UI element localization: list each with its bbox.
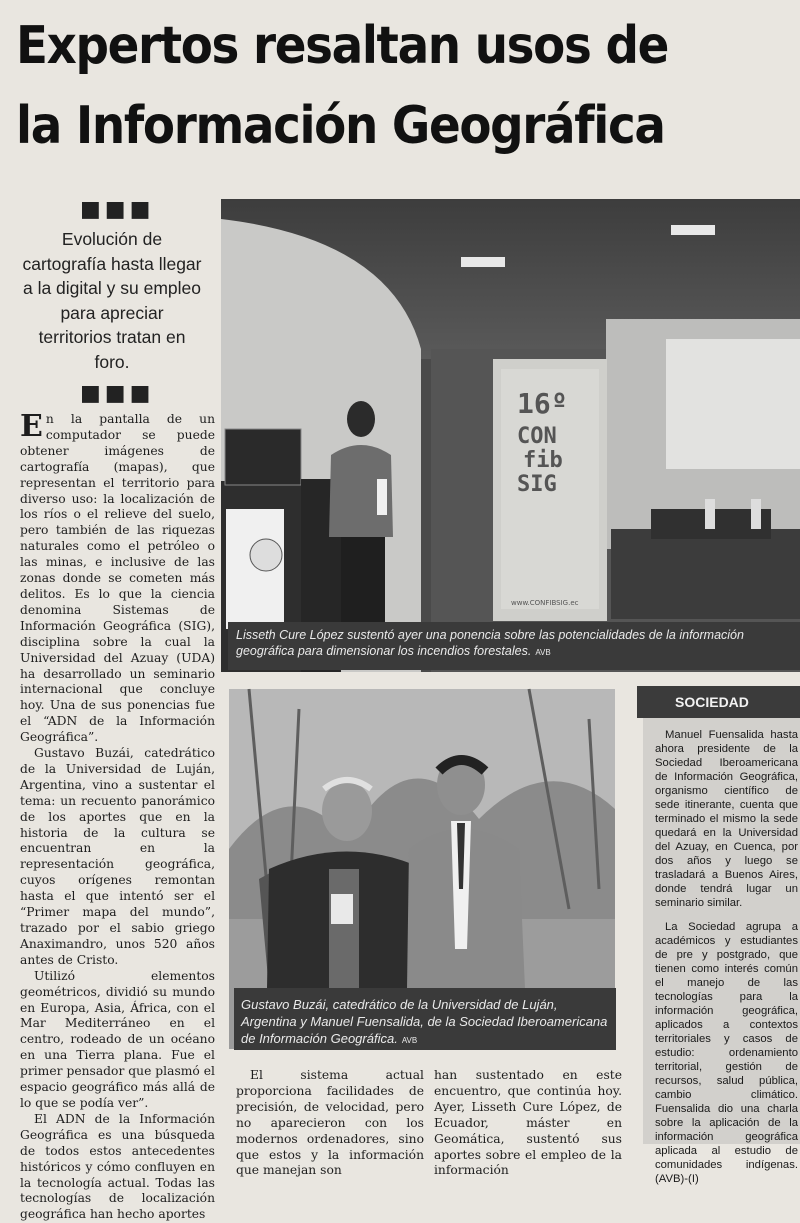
article-paragraph: El ADN de la Información Geográfica es una búsqueda de todos estos antecedentes históricos y cómo confluyen en la tecnología actual. Todas las tecnologías de localización geográfica han hecho aportes — [20, 1111, 215, 1222]
article-column-3 — [434, 1068, 622, 1178]
article-column-1 — [20, 409, 215, 1222]
article-paragraph: Gustavo Buzái, catedrático de la Universidad de Luján, Argentina, vino a sustentar el tema: un recuento panorámico de los aportes que en la historia de la cultura se encuentran en la representación geográfica, cuyos orígenes remontan hasta el que intentó ser el “Primer mapa del mundo”, trazado por el sabio griego Anaximandro, unos 520 años antes de Cristo. — [20, 746, 215, 967]
article-paragraph — [20, 409, 215, 746]
caption-text: Lisseth Cure López sustentó ayer una ponencia sobre las potencialidades de la información geográfica para dimensionar los incendios forestales. — [236, 628, 744, 658]
banner-line: SIG — [517, 472, 557, 497]
sidebar-section-label: SOCIEDAD — [637, 686, 800, 718]
sidebar-paragraph: Manuel Fuensalida hasta ahora presidente de la Sociedad Iberoamericana de Información Geográfica, organismo científico de sede itinerante, cuenta que terminado el mismo la sede quedará en la Universidad del Azuay, en Cuenca, por dos años y luego se trasladará a Buenos Aires, donde tendrá lugar un seminario similar. — [655, 729, 798, 909]
paragraph-text: n la pantalla de un computador se puede obtener imágenes de cartografía (mapas), que representan el territorio para diverso uso: la localización de los ríos o el relieve del suelo, pero también de las riquezas naturales como el petróleo o las minas, e inclusive de las zonas donde se cometen más delitos. Es lo que la ciencia denomina Sistemas de Información Geográfica (SIG), disciplina sobre la cual la Universidad del Azuay (UDA) ha desarrollado un seminario internacional que concluye hoy. Una de sus ponencias fue el “ADN de la Información Geográfica”. — [20, 412, 215, 745]
photo-caption-1 — [228, 622, 800, 670]
banner-url: www.CONFIBSIG.ec — [511, 599, 579, 607]
article-paragraph: han sustentado en este encuentro, que continúa hoy. Ayer, Lisseth Cure López, de Ecuador, máster en Geomática, sustentó sus aportes sobre el empleo de la información — [434, 1068, 622, 1178]
sidebar-paragraph: La Sociedad agrupa a académicos y estudiantes de pre y postgrado, que tienen como interés común el manejo de las tecnologías para la información geográfica, aplicados a contextos territoriales y casos de estudio: ordenamiento territorial, gestión de recursos, salud pública, cambio climático. Fuensalida dio una charla sobre la aplicación de la información geográfica aplicada al estudio de comunidades indígenas. (AVB)-(I) — [655, 921, 798, 1185]
banner-line: CON — [517, 424, 557, 449]
banner-number: 16º — [517, 387, 568, 420]
headline-line-1: Expertos resaltan usos de — [16, 16, 668, 76]
drop-cap: E — [20, 409, 43, 444]
headline — [16, 6, 714, 166]
photo-credit: AVB — [401, 1036, 418, 1045]
article-paragraph: Utilizó elementos geométricos, dividió su mundo en Europa, Asia, África, con el Mar Mediterráneo en el centro, rodeado de un océano en una Tierra plana. Fue el primer pensador que plasmó el espacio geográfico más allá de lo que se podía ver”. — [20, 968, 215, 1110]
conference-photo — [221, 199, 800, 672]
banner-line: fib — [523, 448, 563, 473]
photo-caption-2 — [234, 988, 616, 1050]
article-column-2 — [236, 1068, 424, 1178]
article-paragraph: El sistema actual proporciona facilidades de precisión, de velocidad, pero no aparecieron con los modernos ordenadores, sino que estos y la información que manejan son — [236, 1068, 424, 1178]
lead-deck: Evolución de cartografía hasta llegar a la digital y su empleo para apreciar territorios tratan en foro. — [22, 229, 202, 372]
sidebar-text — [655, 728, 798, 1196]
conference-photo-image — [221, 199, 800, 672]
divider-dots-top: ■■■ — [80, 197, 155, 222]
divider-dots-bottom: ■■■ — [80, 381, 155, 406]
photo-credit: AVB — [535, 648, 551, 657]
caption-text: Gustavo Buzái, catedrático de la Universidad de Luján, Argentina y Manuel Fuensalida, de la Sociedad Iberoamericana de Información Geográfica. — [241, 997, 608, 1046]
headline-line-2: la Información Geográfica — [16, 96, 665, 156]
